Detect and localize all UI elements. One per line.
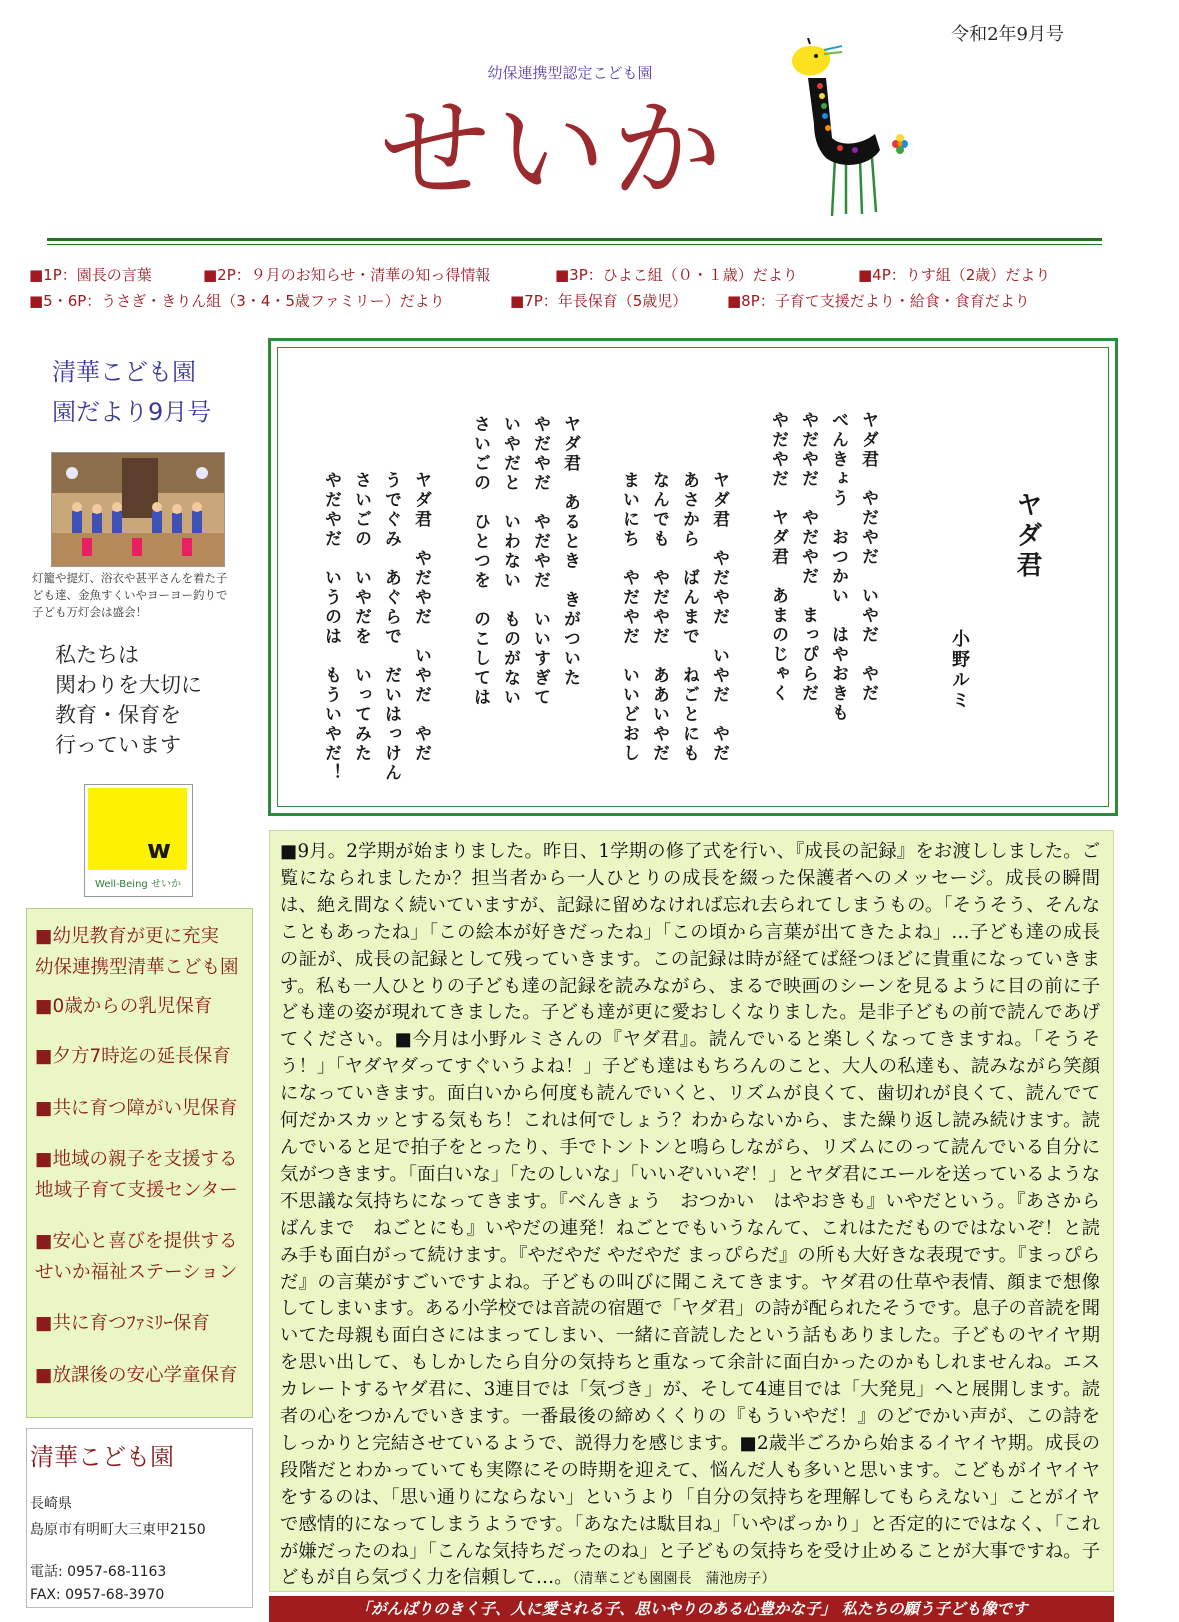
toc-item[interactable]: ■2P：９月のお知らせ・清華の知っ得情報 — [203, 266, 491, 284]
message-body — [280, 839, 1119, 1593]
motto-line: 私たちは — [55, 643, 139, 667]
flower-icon — [892, 134, 908, 154]
feature-item: ■地域の親子を支援する 地域子育て支援センター — [35, 1149, 238, 1201]
poem-line: べんきょう おつかい はやおきも — [828, 411, 848, 723]
address-street: 島原市有明町大三東甲2150 — [30, 1522, 206, 1538]
feature-item: ■幼児教育が更に充実 幼保連携型清華こども園 — [35, 926, 239, 978]
school-name: 清華こども園 — [30, 1443, 174, 1471]
poem-line: さいごの ひとつを のこしては — [470, 415, 490, 708]
poem-box — [268, 338, 1118, 816]
giraffe-leg — [832, 158, 835, 216]
toc-item[interactable]: ■5・6P：うさぎ・きりん組（3・4・5歳ファミリー）だより — [29, 292, 445, 310]
poem-line: あさから ばんまで ねごとにも — [679, 471, 699, 764]
poem-line: ヤダ君 やだやだ いやだ やだ — [411, 471, 431, 764]
address-block — [26, 1428, 253, 1608]
poem-line: ヤダ君 やだやだ いやだ やだ — [709, 471, 729, 764]
message-signature: （清華こども園園長 蒲池房子） — [572, 1571, 776, 1588]
principal-message — [269, 830, 1119, 1592]
header-rule — [47, 238, 1102, 241]
newsletter-title: せいか — [380, 86, 728, 214]
feature-item: ■放課後の安心学童保育 — [35, 1365, 238, 1386]
wellbeing-logo: w Well-Being せいか — [84, 784, 193, 897]
poem-line: うでぐみ あぐらで だいはっけん — [381, 471, 401, 783]
motto-line: 教育・保育を — [55, 703, 181, 727]
photo-caption: 灯籠や提灯、浴衣や甚平さんを着た子ども達、金魚すくいやヨーヨー釣りで子ども万灯会は盛会！ — [32, 571, 228, 619]
toc-item[interactable]: ■7P：年長保育（5歳児） — [510, 292, 688, 310]
fax-number: FAX: 0957-68-3970 — [30, 1587, 165, 1603]
feature-item: ■0歳からの乳児保育 — [35, 996, 213, 1017]
toc-item[interactable]: ■1P：園長の言葉 — [29, 266, 152, 284]
poem-line: やだやだ ヤダ君 あまのじゃく — [768, 411, 788, 704]
phone-number: 電話: 0957-68-1163 — [30, 1564, 167, 1580]
poem-author: 小野ルミ — [949, 629, 970, 711]
poem-line: やだやだ いうのは もういやだ！ — [321, 471, 341, 783]
giraffe-illustration — [780, 38, 920, 218]
poem-line: なんでも やだやだ ああいやだ — [649, 471, 669, 764]
feature-item: ■安心と喜びを提供する せいか福祉ステーション — [35, 1231, 238, 1283]
feature-item: ■共に育つﾌｧﾐﾘｰ保育 — [35, 1313, 210, 1334]
giraffe-leg — [872, 158, 876, 212]
feature-item: ■夕方7時迄の延長保育 — [35, 1046, 231, 1067]
poem-line: さいごの いやだを いってみた — [351, 471, 371, 764]
subtitle: 幼保連携型認定こども園 — [487, 64, 653, 82]
feature-item: ■共に育つ障がい児保育 — [35, 1098, 238, 1119]
motto-line: 関わりを大切に — [55, 673, 202, 697]
address-pref: 長崎県 — [30, 1496, 72, 1512]
poem-line: いやだと いわない ものがない — [500, 415, 520, 708]
toc-item[interactable]: ■8P：子育て支援だより・給食・食育だより — [727, 292, 1030, 310]
sidebar-title: 清華こども園 — [52, 358, 196, 386]
poem-title: ヤダ君 — [1012, 491, 1042, 581]
motto-banner: 「がんばりのきく子、人に愛される子、思いやりのある心豊かな子」 私たちの願う子ども像です — [269, 1596, 1114, 1622]
poem-line: やだやだ やだやだ まっぴらだ — [798, 411, 818, 704]
issue-date: 令和2年9月号 — [951, 24, 1064, 45]
sidebar-subtitle: 園だより9月号 — [52, 398, 212, 426]
message-text: ■9月。2学期が始まりました。昨日、1学期の修了式を行い、『成長の記録』をお渡ししました。ご覧になられましたか？担当者から一人ひとりの成長を綴った保護者へのメッセージ。成長の瞬間は、絶え間なく続いていますが、記録に留めなければ忘れ去られてしまうもの。「そうそう、そんなこともあったね」「この絵本が好きだったね」「この頃から言葉が出てきたよね」…子ども達の成長の証が、成長の記録として残っていきます。この記録は時が経てば経つほどに貴重になっていきます。私も一人ひとりの子ども達の記録を読みながら、まるで映画のシーンを見るように目の前に子ども達の姿が現れてきました。子ども達が更に愛おしくなりました。是非子どもの前で読んであげてください。■今月は小野ルミさんの『ヤダ君』。読んでいると楽しくなってきますね。「そうそう！」「ヤダヤダってすぐいうよね！」子ども達はもちろんのこと、大人の私達も、読みながら笑顔になっていきます。面白いから何度も読んでいくと、リズムが良くて、歯切れが良くて、読んでて何だかスカッとする気もち！これは何でしょう？わからないから、また繰り返し読み続けます。読んでいると足で拍子をとったり、手でトントンと鳴らしながら、リズムにのって読んでいる自分に気がつきます。「面白いな」「たのしいな」「いいぞいいぞ！」とヤダ君にエールを送っているような不思議な気持ちになってきます。『べんきょう おつかい はやおきも』いやだという。『あさから ばんまで ねごとにも』いやだの連発！ねごとでもいうなんて、これはただものではないぞ！と読み手も面白がって続けます。『やだやだ やだやだ まっぴらだ』の所も大好きな表現です。『まっぴらだ』の言葉がすごいですよね。子どもの叫びに聞こえてきます。ヤダ君の仕草や表情、顔まで想像してしまいます。ある小学校では音読の宿題で「ヤダ君」の詩が配られたそうです。息子の音読を聞いてた母親も面白さにはまってしまい、一緒に音読したという話もありました。子どものヤイヤ期を思い出して、もしかしたら自分の気持ちと重なって余計に面白かったのかもしれませんね。エスカレートするヤダ君に、3連目では「気づき」が、そして4連目では「大発見」へと展開します。読者の心をつかんでいきます。一番最後の締めくくりの『もういやだ！』のどでかい声が、この詩をしっかりと完結させているようで、説得力を感じます。■2歳半ごろから始まるイヤイヤ期。成長の段階だとわかっていても実際にその時期を迎えて、悩んだ人も多いと思います。こどもがイヤイヤをするのは、「思い通りにならない」というより「自分の気持ちを理解してもらえない」ことがイヤで感情的になってしまうようです。「あなたは駄目ね」「いやばっかり」と否定的にではなく、「これが嫌だったのね」「こんな気持ちだったのね」と子どもの気持ちを受け止めることが大事ですね。子どもが自ら気づく力を信頼して…。 — [280, 841, 1119, 1589]
motto — [55, 640, 202, 760]
toc-item[interactable]: ■3P：ひよこ組（０・１歳）だより — [555, 266, 798, 284]
giraffe-body — [808, 78, 880, 165]
logo-text: Well-Being せいか — [95, 879, 181, 890]
event-photo — [51, 452, 225, 567]
poem-line: やだやだ やだやだ いいすぎて — [530, 415, 550, 708]
toc-item[interactable]: ■4P：りす組（2歳）だより — [858, 266, 1051, 284]
poem-line: ヤダ君 やだやだ いやだ やだ — [858, 411, 878, 704]
poem-line: まいにち やだやだ いいどおし — [619, 471, 639, 764]
motto-line: 行っています — [55, 733, 181, 757]
header-rule-thin — [47, 244, 1102, 245]
giraffe-leg — [860, 160, 862, 214]
features-panel — [26, 908, 253, 1418]
poem-line: ヤダ君 あるとき きがついた — [560, 415, 580, 688]
